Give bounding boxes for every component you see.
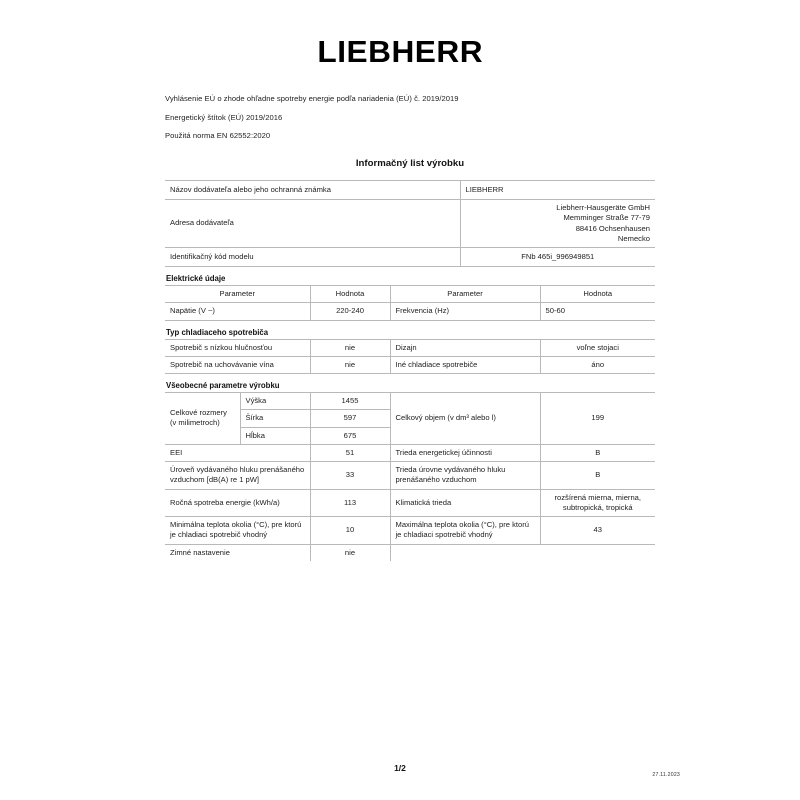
row-label: Úroveň vydávaného hluku prenášaného vzduchom [dB(A) re 1 pW] (165, 462, 310, 490)
electrical-table (165, 285, 655, 321)
row-label: Dizajn (390, 339, 540, 356)
row-value: 43 (540, 517, 655, 545)
row-value: 50-60 (540, 303, 655, 320)
table-row (165, 393, 655, 410)
row-value-empty (540, 544, 655, 561)
row-value: áno (540, 356, 655, 373)
supplier-address-value (460, 200, 655, 248)
section-heading-electrical: Elektrické údaje (166, 274, 226, 283)
row-label: Napätie (V ~) (165, 303, 310, 320)
row-label: Trieda úrovne vydávaného hluku prenášaného vzduchom (390, 462, 540, 490)
row-label: Iné chladiace spotrebiče (390, 356, 540, 373)
row-value: nie (310, 356, 390, 373)
dimension-name: Šírka (240, 410, 310, 427)
regulation-note-line: Použitá norma EN 62552:2020 (165, 131, 271, 141)
section-heading-appliance-type: Typ chladiaceho spotrebiča (166, 327, 269, 337)
row-value: nie (310, 544, 390, 561)
total-volume-label: Celkový objem (v dm³ alebo l) (390, 393, 540, 445)
row-value: rozšírená mierna, mierna, subtropická, tropická (540, 489, 655, 517)
regulation-notes (165, 95, 685, 151)
row-label: Zimné nastavenie (165, 544, 310, 561)
dimension-value: 597 (310, 410, 390, 427)
address-line: Liebherr-Hausgeräte GmbH (556, 203, 650, 212)
row-value: 33 (310, 462, 390, 490)
row-value: B (540, 462, 655, 490)
table-row (165, 462, 655, 490)
row-value: 10 (310, 517, 390, 545)
supplier-table (165, 180, 655, 267)
regulation-note-line: Vyhlásenie EÚ o zhode ohľadne spotreby energie podľa nariadenia (EÚ) č. 2019/2019 (165, 94, 459, 103)
sheet-body (165, 180, 655, 561)
table-row (165, 356, 655, 373)
page-title: Informačný list výrobku (355, 158, 465, 169)
column-header-parameter-1: Parameter (165, 286, 310, 303)
row-label: Klimatická trieda (390, 489, 540, 517)
row-label: Spotrebič na uchovávanie vína (165, 356, 310, 373)
row-label-empty (390, 544, 540, 561)
dimension-value: 1455 (310, 393, 390, 410)
column-header-value-1: Hodnota (310, 286, 390, 303)
row-value: voľne stojaci (540, 339, 655, 356)
row-value: nie (310, 339, 390, 356)
address-line: Nemecko (617, 233, 650, 243)
brand-logo (0, 34, 800, 70)
table-row (165, 544, 655, 561)
row-label: Spotrebič s nízkou hlučnosťou (165, 339, 310, 356)
model-code-label: Identifikačný kód modelu (165, 248, 460, 267)
appliance-type-table (165, 339, 655, 375)
dimensions-label: Celkové rozmery (v milimetroch) (165, 393, 240, 445)
row-label: EEI (165, 444, 310, 461)
row-value: B (540, 444, 655, 461)
supplier-address-label: Adresa dodávateľa (165, 200, 460, 248)
table-header-row (165, 286, 655, 303)
row-label: Minimálna teplota okolia (°C), pre ktorú je chladiaci spotrebič vhodný (165, 517, 310, 545)
regulation-note-line: Energetický štítok (EÚ) 2019/2016 (165, 112, 283, 122)
row-value: 220-240 (310, 303, 390, 320)
table-row (165, 181, 655, 200)
page-number: 1/2 (394, 763, 406, 773)
column-header-parameter-2: Parameter (390, 286, 540, 303)
address-line: 88416 Ochsenhausen (575, 223, 650, 233)
table-row (165, 339, 655, 356)
table-row (165, 444, 655, 461)
total-volume-value: 199 (540, 393, 655, 445)
row-label: Frekvencia (Hz) (390, 303, 540, 320)
supplier-name-label: Názov dodávateľa alebo jeho ochranná známka (165, 181, 460, 200)
table-row (165, 248, 655, 267)
table-row (165, 200, 655, 248)
dimension-name: Výška (240, 393, 310, 410)
row-value: 51 (310, 444, 390, 461)
table-row (165, 517, 655, 545)
supplier-name-value: LIEBHERR (460, 181, 655, 200)
row-label: Maximálna teplota okolia (°C), pre ktorú je chladiaci spotrebič vhodný (390, 517, 540, 545)
dimension-name: Hĺbka (240, 427, 310, 444)
general-parameters-table (165, 392, 655, 561)
table-row (165, 303, 655, 320)
column-header-value-2: Hodnota (540, 286, 655, 303)
footer (0, 758, 800, 776)
row-label: Trieda energetickej účinnosti (390, 444, 540, 461)
table-row (165, 489, 655, 517)
row-value: 113 (310, 489, 390, 517)
section-heading-general-parameters: Všeobecné parametre výrobku (166, 381, 280, 390)
footer-date: 27.11.2023 (652, 772, 680, 778)
model-code-value: FNb 465i_996949851 (460, 248, 655, 267)
address-line: Memminger Straße 77-79 (563, 213, 650, 223)
brand-logo-text: LIEBHERR (317, 34, 483, 69)
row-label: Ročná spotreba energie (kWh/a) (165, 489, 310, 517)
dimension-value: 675 (310, 427, 390, 444)
